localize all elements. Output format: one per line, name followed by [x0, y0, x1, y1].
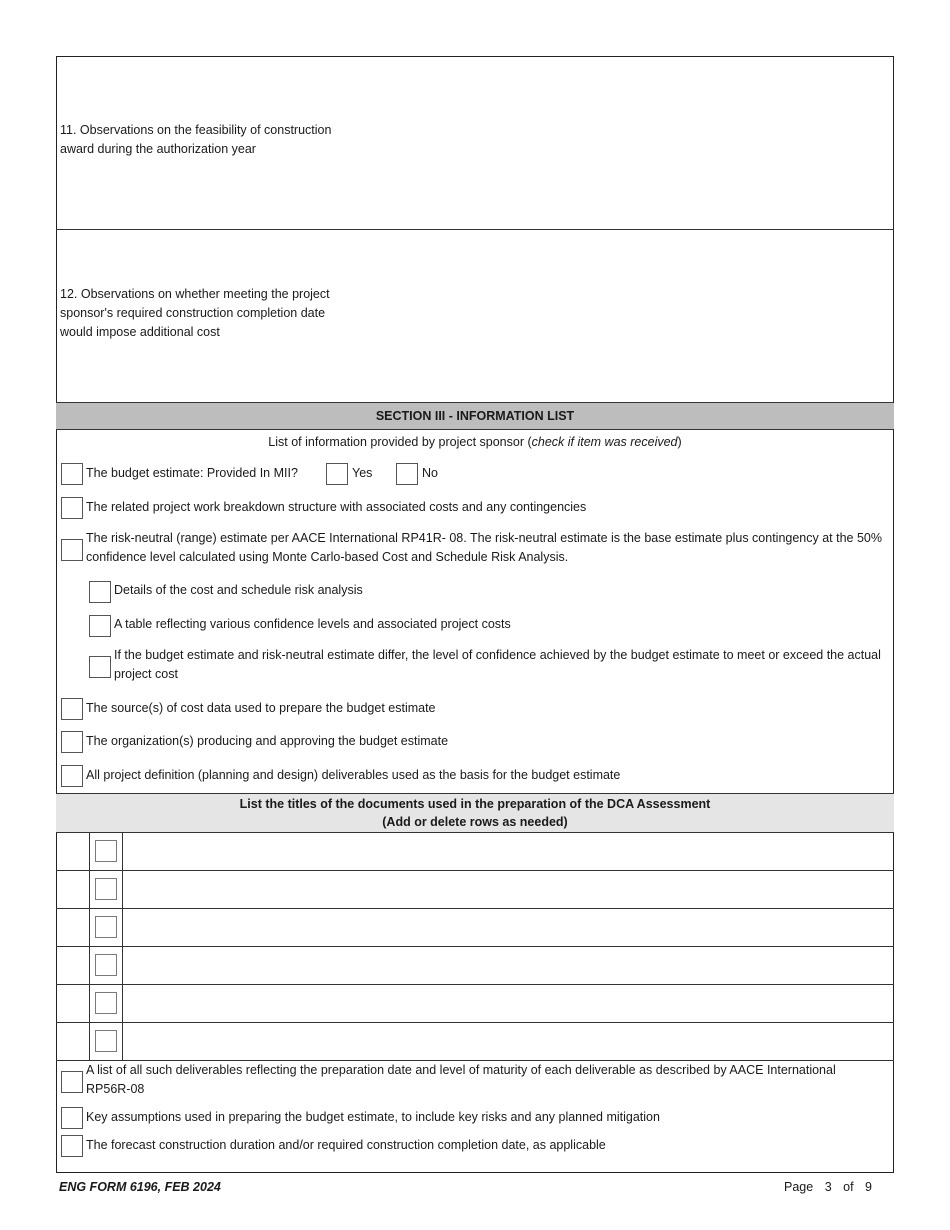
document-title-field[interactable] — [128, 913, 888, 941]
document-row-checkbox[interactable] — [95, 840, 117, 862]
organizations-label: The organization(s) producing and approving the budget estimate — [86, 734, 449, 748]
document-row — [56, 833, 894, 871]
documents-header-line-2: (Add or delete rows as needed) — [382, 815, 568, 829]
key-assumptions-label: Key assumptions used in preparing the budget estimate, to include key risks and any planned mitigation — [86, 1110, 660, 1124]
document-title-field[interactable] — [128, 951, 888, 979]
row-divider — [89, 871, 90, 908]
documents-header-line-1: List the titles of the documents used in the preparation of the DCA Assessment — [239, 797, 711, 811]
document-row-checkbox[interactable] — [95, 992, 117, 1014]
page-word: Page — [784, 1180, 814, 1194]
no-label: No — [422, 466, 438, 480]
documents-list-header — [56, 793, 894, 833]
document-title-field[interactable] — [128, 1027, 888, 1055]
item-12-label: 12. Observations on whether meeting the project sponsor's required construction completion date would impose additional cost — [60, 287, 330, 339]
intro-italic-note: check if item was received — [531, 435, 678, 449]
budget-estimate-checkbox[interactable] — [61, 463, 83, 485]
row-divider — [89, 985, 90, 1022]
document-row-checkbox[interactable] — [95, 878, 117, 900]
row-divider — [122, 1023, 123, 1060]
item-11-divider — [56, 229, 894, 230]
item-12-response-field[interactable] — [350, 233, 890, 399]
page-indicator — [784, 1180, 872, 1194]
item-11-label: 11. Observations on the feasibility of construction award during the authorization year — [60, 123, 332, 156]
page-number: 3 — [824, 1180, 832, 1194]
organizations-checkbox[interactable] — [61, 731, 83, 753]
document-title-field[interactable] — [128, 837, 888, 865]
document-row — [56, 985, 894, 1023]
row-divider — [89, 947, 90, 984]
deliverables-list-label: A list of all such deliverables reflecting the preparation date and level of maturity of each deliverable as described by AACE International RP56R-08 — [86, 1063, 836, 1096]
yes-label: Yes — [352, 466, 373, 480]
row-divider — [122, 871, 123, 908]
information-list-intro — [56, 433, 894, 452]
row-divider — [122, 833, 123, 870]
forecast-duration-checkbox[interactable] — [61, 1135, 83, 1157]
document-title-field[interactable] — [128, 989, 888, 1017]
provided-in-mii-no-checkbox[interactable] — [396, 463, 418, 485]
risk-neutral-estimate-checkbox[interactable] — [61, 539, 83, 561]
of-word: of — [843, 1180, 854, 1194]
document-row — [56, 1023, 894, 1061]
risk-analysis-details-checkbox[interactable] — [89, 581, 111, 603]
project-definition-checkbox[interactable] — [61, 765, 83, 787]
document-row — [56, 947, 894, 985]
budget-estimate-label: The budget estimate: Provided In MII? — [86, 466, 298, 480]
cost-data-sources-checkbox[interactable] — [61, 698, 83, 720]
risk-neutral-estimate-label: The risk-neutral (range) estimate per AACE International RP41R- 08. The risk-neutral estimate is the base estimate plus contingency at the 50% confidence level calculated using Monte Carlo-based Cost and Schedule Risk Analysis. — [86, 531, 882, 564]
document-row-checkbox[interactable] — [95, 916, 117, 938]
forecast-duration-label: The forecast construction duration and/or required construction completion date, as applicable — [86, 1138, 606, 1152]
row-divider — [89, 833, 90, 870]
document-row — [56, 871, 894, 909]
confidence-achieved-label: If the budget estimate and risk-neutral estimate differ, the level of confidence achieved by the budget estimate to meet or exceed the actual project cost — [114, 648, 881, 681]
provided-in-mii-yes-checkbox[interactable] — [326, 463, 348, 485]
section-iii-header: SECTION III - INFORMATION LIST — [56, 402, 894, 430]
deliverables-list-checkbox[interactable] — [61, 1071, 83, 1093]
document-title-field[interactable] — [128, 875, 888, 903]
key-assumptions-checkbox[interactable] — [61, 1107, 83, 1129]
row-divider — [89, 1023, 90, 1060]
row-divider — [122, 985, 123, 1022]
row-divider — [89, 909, 90, 946]
cost-data-sources-label: The source(s) of cost data used to prepare the budget estimate — [86, 701, 436, 715]
wbs-label: The related project work breakdown structure with associated costs and any contingencies — [86, 500, 587, 514]
wbs-checkbox[interactable] — [61, 497, 83, 519]
confidence-table-label: A table reflecting various confidence levels and associated project costs — [114, 617, 511, 631]
document-row — [56, 909, 894, 947]
confidence-achieved-checkbox[interactable] — [89, 656, 111, 678]
intro-suffix: ) — [677, 435, 682, 449]
document-row-checkbox[interactable] — [95, 954, 117, 976]
item-11-response-field[interactable] — [350, 60, 890, 226]
row-divider — [122, 947, 123, 984]
row-divider — [122, 909, 123, 946]
project-definition-label: All project definition (planning and design) deliverables used as the basis for the budget estimate — [86, 768, 621, 782]
intro-prefix: List of information provided by project sponsor ( — [268, 435, 532, 449]
confidence-table-checkbox[interactable] — [89, 615, 111, 637]
risk-analysis-details-label: Details of the cost and schedule risk analysis — [114, 583, 363, 597]
document-row-checkbox[interactable] — [95, 1030, 117, 1052]
total-pages: 9 — [865, 1180, 872, 1194]
form-identifier: ENG FORM 6196, FEB 2024 — [59, 1180, 221, 1194]
